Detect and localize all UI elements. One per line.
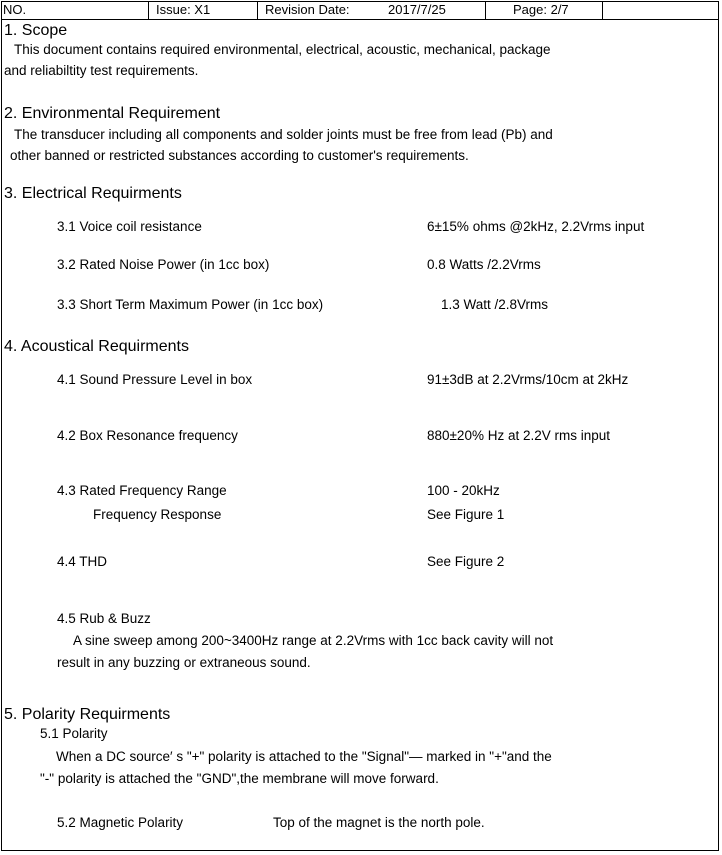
magnetic-polarity-label: 5.2 Magnetic Polarity — [57, 815, 184, 830]
header-page: Page: 2/7 — [513, 2, 569, 17]
rub-buzz-title: 4.5 Rub & Buzz — [57, 611, 151, 626]
header-row — [1, 1, 719, 20]
header-no: NO. — [3, 2, 27, 17]
spec-label: 4.4 THD — [57, 554, 108, 569]
environmental-text-line: The transducer including all components and solder joints must be free from lead (Pb) and — [14, 127, 553, 142]
spec-value: 0.8 Watts /2.2Vrms — [427, 257, 541, 272]
header-revision-date: 2017/7/25 — [388, 2, 446, 17]
section-heading-electrical: 3. Electrical Requirments — [4, 185, 182, 202]
scope-text-line: and reliabiltity test requirements. — [4, 63, 199, 78]
spec-value: 91±3dB at 2.2Vrms/10cm at 2kHz — [427, 372, 629, 387]
polarity-text-line: When a DC source′ s "+" polarity is attached to the "Signal"— marked in "+"and the — [56, 749, 552, 764]
spec-value: 880±20% Hz at 2.2V rms input — [427, 428, 611, 443]
polarity-subtitle: 5.1 Polarity — [40, 726, 108, 741]
spec-value: 1.3 Watt /2.8Vrms — [441, 297, 549, 312]
scope-text-line: This document contains required environmental, electrical, acoustic, mechanical, package — [14, 42, 551, 57]
header-issue: Issue: X1 — [156, 2, 211, 17]
spec-value: 6±15% ohms @2kHz, 2.2Vrms input — [427, 219, 645, 234]
rub-buzz-text-line: A sine sweep among 200~3400Hz range at 2.2Vrms with 1cc back cavity will not — [73, 633, 554, 648]
spec-label: 4.2 Box Resonance frequency — [57, 428, 238, 443]
section-heading-scope: 1. Scope — [4, 22, 68, 39]
spec-label: 4.1 Sound Pressure Level in box — [57, 372, 253, 387]
header-divider — [602, 1, 603, 19]
rub-buzz-text-line: result in any buzzing or extraneous sound. — [57, 655, 311, 670]
header-revision-label: Revision Date: — [265, 2, 350, 17]
spec-label: Frequency Response — [93, 507, 222, 522]
header-divider — [148, 1, 149, 19]
spec-value: 100 - 20kHz — [427, 483, 500, 498]
header-divider — [257, 1, 258, 19]
header-divider — [485, 1, 486, 19]
section-heading-polarity: 5. Polarity Requirments — [4, 706, 171, 723]
spec-label: 4.3 Rated Frequency Range — [57, 483, 227, 498]
section-heading-acoustical: 4. Acoustical Requirments — [4, 338, 189, 355]
environmental-text-line: other banned or restricted substances according to customer's requirements. — [10, 148, 469, 163]
spec-label: 3.2 Rated Noise Power (in 1cc box) — [57, 257, 270, 272]
spec-value: See Figure 1 — [427, 507, 505, 522]
spec-value: See Figure 2 — [427, 554, 505, 569]
section-heading-environmental: 2. Environmental Requirement — [4, 105, 221, 122]
spec-label: 3.3 Short Term Maximum Power (in 1cc box) — [57, 297, 324, 312]
spec-label: 3.1 Voice coil resistance — [57, 219, 202, 234]
magnetic-polarity-value: Top of the magnet is the north pole. — [273, 815, 485, 830]
polarity-text-line: "-" polarity is attached the "GND",the membrane will move forward. — [40, 771, 439, 786]
